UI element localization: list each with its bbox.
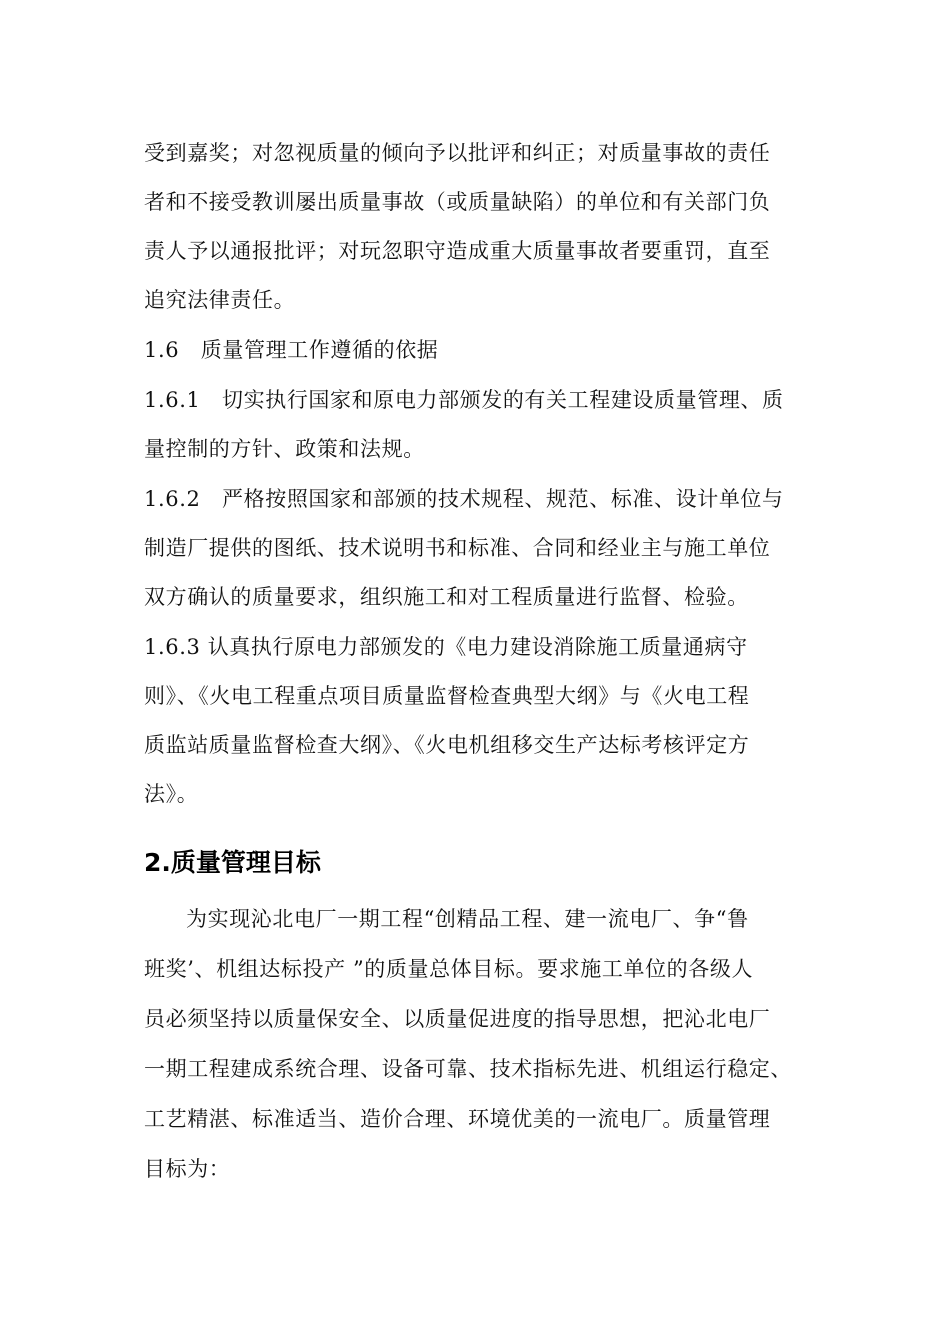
paragraph-line: 责人予以通报批评；对玩忽职守造成重大质量事故者要重罚，直至 xyxy=(144,239,771,263)
section-2-paragraph-line: 工艺精湛、标准适当、造价合理、环境优美的一流电厂。质量管理 xyxy=(144,1107,771,1131)
paragraph-line: 者和不接受教训屡出质量事故（或质量缺陷）的单位和有关部门负 xyxy=(144,190,771,214)
section-heading-2: 2.质量管理目标 xyxy=(144,848,321,877)
section-title-1-6: 1.6 质量管理工作遵循的依据 xyxy=(144,338,439,362)
clause-1-6-1-line: 量控制的方针、政策和法规。 xyxy=(144,437,425,461)
clause-1-6-2-line: 制造厂提供的图纸、技术说明书和标准、合同和经业主与施工单位 xyxy=(144,536,771,560)
clause-1-6-2-line: 双方确认的质量要求，组织施工和对工程质量进行监督、检验。 xyxy=(144,585,749,609)
clause-1-6-1-line: 1.6.1 切实执行国家和原电力部颁发的有关工程建设质量管理、质 xyxy=(144,388,784,412)
clause-1-6-3-line: 法》。 xyxy=(144,782,199,806)
section-2-paragraph-line: 为实现沁北电厂一期工程“创精品工程、建一流电厂、争“鲁 xyxy=(186,907,749,931)
paragraph-line: 追究法律责任。 xyxy=(144,288,296,312)
clause-1-6-3-line: 则》、《火电工程重点项目质量监督检查典型大纲》与《火电工程 xyxy=(144,684,750,708)
section-2-paragraph-line: 目标为： xyxy=(144,1157,231,1181)
section-2-paragraph-line: 一期工程建成系统合理、设备可靠、技术指标先进、机组运行稳定、 xyxy=(144,1057,792,1081)
paragraph-line: 受到嘉奖；对忽视质量的倾向予以批评和纠正；对质量事故的责任 xyxy=(144,141,771,165)
clause-1-6-3-line: 质监站质量监督检查大纲》、《火电机组移交生产达标考核评定方 xyxy=(144,733,750,757)
section-2-paragraph-line: 员必须坚持以质量保安全、以质量促进度的指导思想，把沁北电厂 xyxy=(144,1007,771,1031)
section-2-paragraph-line: 班奖’、机组达标投产 ”的质量总体目标。要求施工单位的各级人 xyxy=(144,957,754,981)
clause-1-6-3-line: 1.6.3 认真执行原电力部颁发的《电力建设消除施工质量通病守 xyxy=(144,635,748,659)
clause-1-6-2-line: 1.6.2 严格按照国家和部颁的技术规程、规范、标准、设计单位与 xyxy=(144,487,784,511)
